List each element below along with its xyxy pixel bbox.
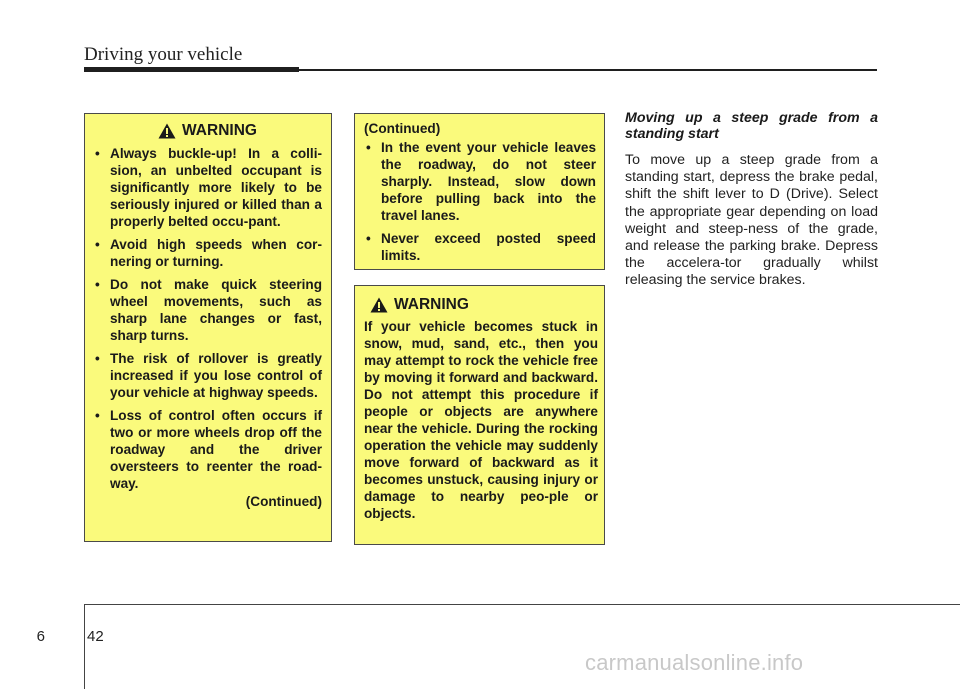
section-steep-grade [625, 110, 878, 290]
warning-list [93, 145, 322, 492]
list-item: • Always buckle-up! In a colli-sion, an unbelted occupant is significantly more likely to be seriously injured or killed than a properly belted occu-pant. [93, 145, 322, 230]
footer-horizontal-rule [84, 604, 960, 605]
warning-box-stuck-vehicle [354, 285, 605, 545]
list-item: • The risk of rollover is greatly increased if you lose control of your vehicle at highway speeds. [93, 350, 322, 401]
list-item: • Avoid high speeds when cor-nering or turning. [93, 236, 322, 270]
continued-label: (Continued) [245, 494, 322, 509]
footer-vertical-rule [84, 604, 85, 689]
warning-heading [93, 122, 322, 139]
warning-box-rollover [84, 113, 332, 542]
header-rule [299, 69, 877, 71]
header-bar [84, 67, 299, 72]
warning-heading [364, 296, 598, 313]
page-header-title: Driving your vehicle [84, 44, 243, 65]
section-heading: Moving up a steep grade from a standing start [625, 110, 878, 142]
warning-heading-text: WARNING [394, 296, 469, 313]
warning-triangle-icon [158, 123, 176, 139]
warning-list [364, 139, 596, 264]
section-body: To move up a steep grade from a standing start, depress the brake pedal, shift the shift lever to D (Drive). Select the appropriate gear depending on load weight and steep-ness of the grade, and release the parking brake. Depress the accelera-tor gradually whilst releasing the service brakes. [625, 152, 878, 289]
page-number-value: 42 [87, 628, 104, 645]
list-item: • Never exceed posted speed limits. [364, 230, 596, 264]
list-item: • Do not make quick steering wheel movements, such as sharp lane changes or fast, sharp turns. [93, 276, 322, 344]
warning-triangle-icon [370, 297, 388, 313]
warning-box-continued [354, 113, 605, 270]
list-item: • Loss of control often occurs if two or more wheels drop off the roadway and the driver oversteers to reenter the road-way. [93, 407, 322, 492]
list-item: • In the event your vehicle leaves the roadway, do not steer sharply. Instead, slow down before pulling back into the travel lanes. [364, 139, 596, 224]
section-number: 6 [36, 628, 45, 645]
watermark: carmanualsonline.info [585, 650, 804, 675]
warning-heading-text: WARNING [182, 122, 257, 139]
continued-label: (Continued) [364, 121, 441, 136]
warning-paragraph: If your vehicle becomes stuck in snow, mud, sand, etc., then you may attempt to rock the vehicle free by moving it forward and backward. Do not attempt this procedure if people or objects are anywhere near the vehicle. During the rocking operation the vehicle may suddenly move forward of backward as it becomes unstuck, causing injury or damage to nearby peo-ple or objects. [364, 319, 598, 521]
